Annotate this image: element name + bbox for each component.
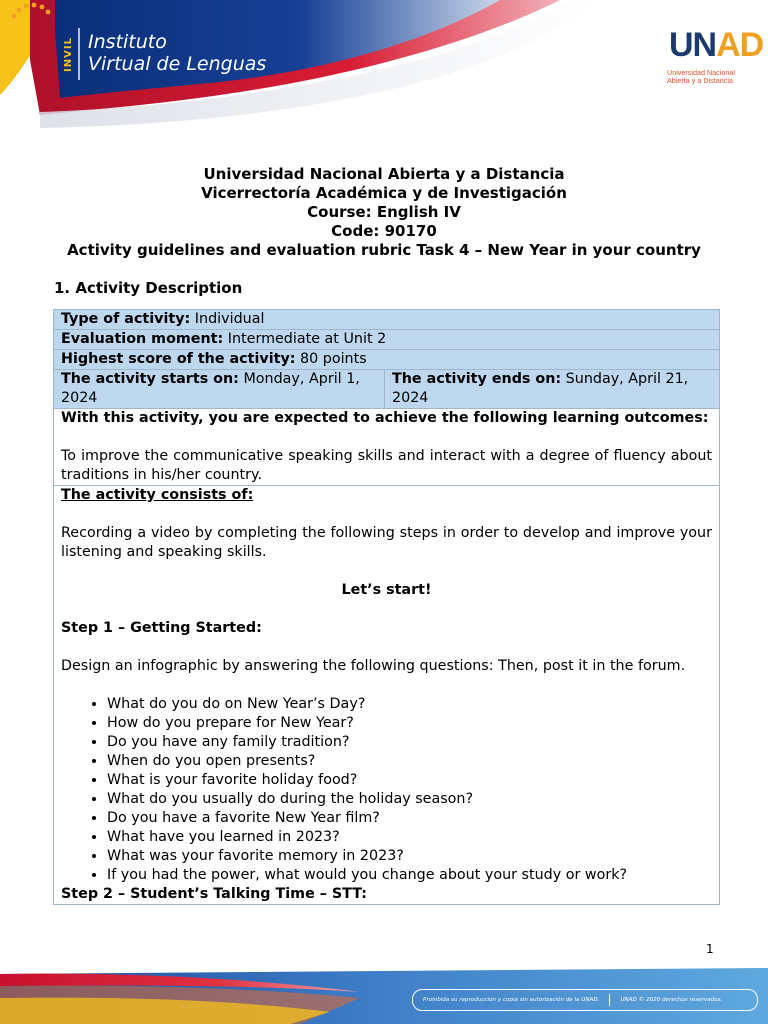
ivl-logo-line1: Instituto [88,31,167,53]
activity-consists-cell [54,486,720,905]
unad-wordmark-ad: AD [716,26,764,64]
consists-heading: The activity consists of: [61,487,254,503]
type-value: Individual [190,311,265,327]
table-row [54,330,720,350]
list-item: • Do you have any family tradition? [107,733,712,752]
moment-value: Intermediate at Unit 2 [223,331,387,347]
step2-heading: Step 2 – Student’s Talking Time – STT: [61,886,367,902]
unad-logo-dots [0,0,90,72]
table-row [54,370,720,409]
list-item: • What was your favorite memory in 2023? [107,847,712,866]
starts-value: Monday, April 1, 2024 [61,371,360,406]
ends-value: Sunday, April 21, 2024 [392,371,689,406]
highest-score-cell [54,350,720,370]
page-footer [0,968,768,1024]
starts-label: The activity starts on: [61,371,239,387]
activity-title: Activity guidelines and evaluation rubric Task 4 – New Year in your country [67,241,701,259]
table-row [54,350,720,370]
type-label: Type of activity: [61,311,191,327]
outcomes-intro: With this activity, you are expected to achieve the following learning outcomes: [61,410,709,426]
course-code: Code: 90170 [331,222,437,240]
end-date-cell [385,370,720,409]
table-row [54,310,720,330]
list-item: • What have you learned in 2023? [107,828,712,847]
activity-table [53,309,720,905]
list-item: • If you had the power, what would you change about your study or work? [107,866,712,885]
document-title-block [0,165,768,260]
unad-logo-wordmark [669,26,763,65]
outcomes-text: To improve the communicative speaking skills and interact with a degree of fluency about traditions in his/her country. [61,448,712,483]
vice-rectory-name: Vicerrectoría Académica y de Investigación [201,184,567,202]
table-row [54,486,720,905]
ivl-vertical-text: INVIL [62,36,74,72]
start-date-cell [54,370,385,409]
list-item: • Do you have a favorite New Year film? [107,809,712,828]
footer-notice: Prohibida su reproducción y copia sin autorización de la UNAD. [423,997,600,1003]
step1-heading: Step 1 – Getting Started: [61,620,262,636]
table-row [54,409,720,486]
list-item: • What is your favorite holiday food? [107,771,712,790]
ends-label: The activity ends on: [392,371,562,387]
lets-start-heading: Let’s start! [341,582,432,598]
unad-logo-subtitle-1: Universidad Nacional [667,68,735,77]
course-name: Course: English IV [307,203,461,221]
consists-text: Recording a video by completing the following steps in order to develop and improve your listening and speaking skills. [61,525,712,560]
learning-outcomes-cell [54,409,720,486]
score-label: Highest score of the activity: [61,351,296,367]
university-name: Universidad Nacional Abierta y a Distancia [203,165,565,183]
evaluation-moment-cell [54,330,720,350]
ivl-logo-line2: Virtual de Lenguas [88,53,267,75]
score-value: 80 points [295,351,367,367]
type-of-activity-cell [54,310,720,330]
footer-notice-box [412,989,758,1011]
list-item: • When do you open presents? [107,752,712,771]
page-header [0,0,768,140]
list-item: • What do you usually do during the holiday season? [107,790,712,809]
section-heading: 1. Activity Description [54,279,243,297]
moment-label: Evaluation moment: [61,331,224,347]
questions-list [61,695,712,885]
unad-logo-subtitle-2: Abierta y a Distancia [667,76,733,85]
page-number: 1 [706,942,714,956]
unad-wordmark-un: UN [669,26,717,64]
footer-copyright: UNAD © 2020 derechos reservados. [620,997,723,1003]
list-item: • How do you prepare for New Year? [107,714,712,733]
step1-text: Design an infographic by answering the following questions: Then, post it in the forum. [61,658,686,674]
list-item: • What do you do on New Year’s Day? [107,695,712,714]
